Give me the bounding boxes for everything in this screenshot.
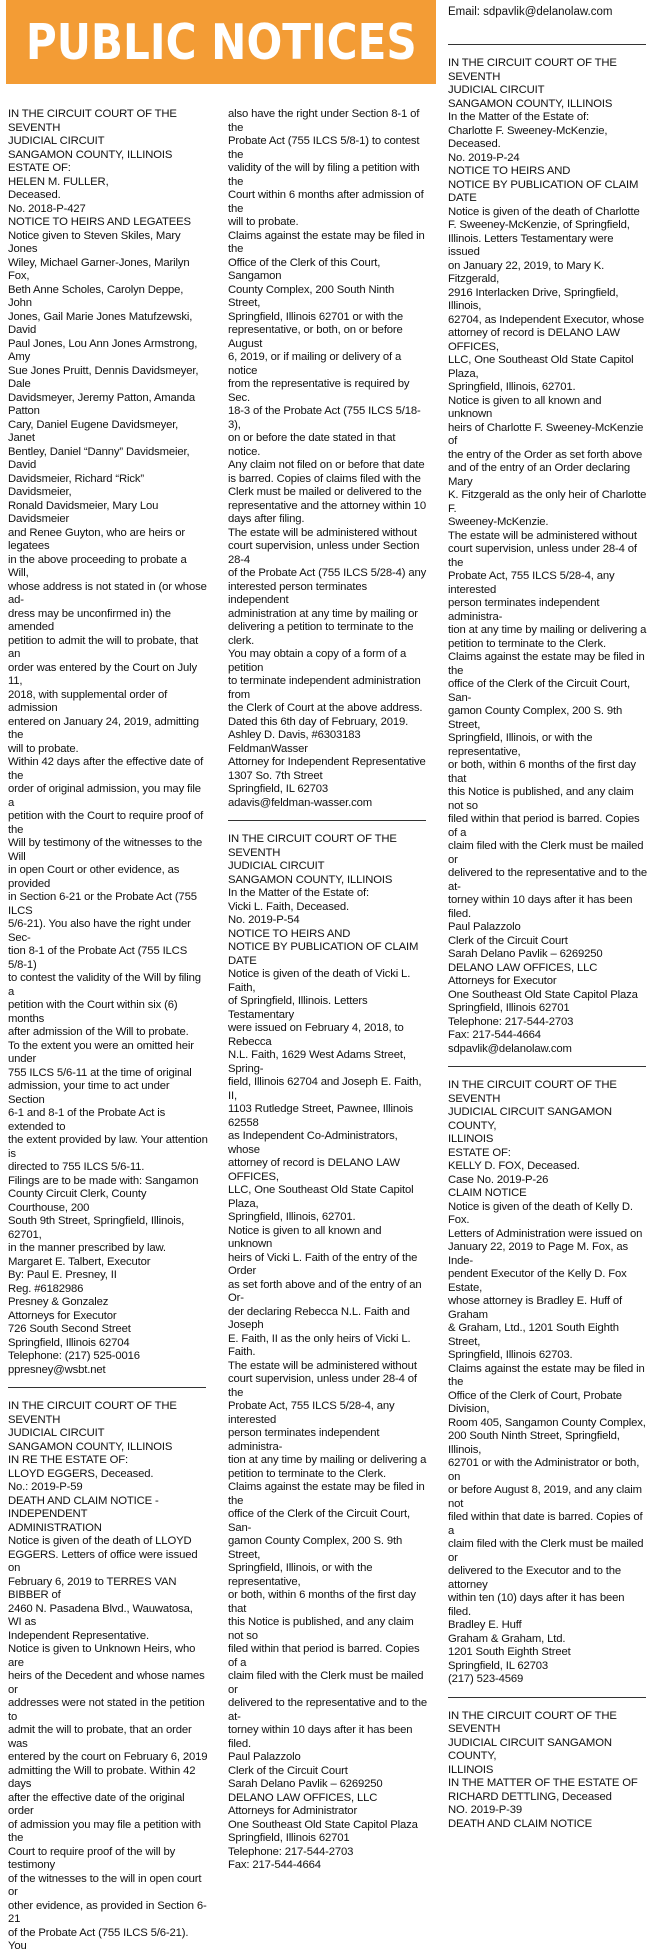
notice-line: order was entered by the Court on July 11, [8,661,197,687]
notice-line: January 22, 2019 to Page M. Fox, as Inde- [448,1241,629,1267]
notice-line: & Graham, Ltd., 1201 South Eighth Street, [448,1322,619,1348]
notice-line: torney within 10 days after it has been filed. [228,1724,413,1750]
notice-line: in the manner prescribed by law. [8,1242,166,1254]
notice-line: F. Sweeney-McKenzie, of Springfield, [448,219,630,231]
notice-line: Springfield, Illinois, or with the representative, [228,1562,373,1588]
notice-line: LLC, One Southeast Old State Capitol Plaza, [228,1184,414,1210]
notice-line: (217) 523-4569 [448,1673,524,1685]
notice-line: court supervision, unless under 28-4 of the [228,1373,417,1399]
notice-line: Attorneys for Administrator [228,1805,358,1817]
notice-line: torney within 10 days after it has been filed. [448,894,633,920]
notice-line: petition to terminate to the Clerk. [448,637,607,650]
legal-notice [448,1079,648,1687]
notice-line: Case No. 2019-P-26 [448,1173,549,1186]
notice-line: tion at any time by mailing or delivering a [448,624,647,636]
notice-line: adavis@feldman-wasser.com [228,796,372,809]
notice-line: E. Faith, II as the only heirs of Vicki L. Faith. [228,1332,411,1358]
notice-line: NOTICE TO HEIRS AND LEGATEES [8,216,191,228]
notice-line: NOTICE BY PUBLICATION OF CLAIM DATE [228,941,419,967]
notice-line: County Circuit Clerk, County Courthouse, 200 [8,1188,147,1214]
top-email: Email: sdpavlik@delanolaw.com [448,6,613,18]
notice-line: JUDICIAL CIRCUIT [8,135,105,147]
notice-line: Springfield, Illinois, or with the representative, [448,732,593,758]
legal-notice [8,108,208,1377]
notice-line: NOTICE TO HEIRS AND [448,165,571,177]
notice-line: Sweeney-McKenzie. [448,516,549,528]
notice-line: EGGERS. Letters of office were issued on [8,1548,198,1574]
notice-line: and of the entry of an Order declaring Mary [448,462,631,488]
notice-line: admit the will to probate, that an order was [8,1724,192,1750]
notice-line: der declaring Rebecca N.L. Faith and Joseph [228,1305,410,1331]
notice-line: filed within that period is barred. Copies of a [448,813,640,839]
notice-line: and Renee Guyton, who are heirs or legatees [8,526,186,552]
notice-line: claim filed with the Clerk must be mailed or [448,1538,644,1564]
notice-line: the Clerk of Court at the above address. [228,702,423,714]
notice-line: 1103 Rutledge Street, Pawnee, Illinois 62558 [228,1103,414,1129]
notice-line: or before August 8, 2019, and any claim not [448,1484,642,1510]
notice-line: tion 8-1 of the Probate Act (755 ILCS 5/8-1) [8,945,188,971]
notice-line: One Southeast Old State Capitol Plaza [228,1818,418,1831]
notice-line: of the Probate Act (755 ILCS 5/28-4) any [228,567,427,579]
notice-line: this Notice is published, and any claim not so [228,1616,414,1642]
notice-line: Beth Anne Scholes, Carolyn Deppe, John [8,283,184,309]
notice-line: Office of the Clerk of Court, Probate Division, [448,1389,622,1415]
notice-line: admitting the Will to probate. Within 42 days [8,1764,196,1790]
notice-line: The estate will be administered without [228,526,417,539]
notice-line: office of the Clerk of the Circuit Court, San- [228,1508,411,1534]
notice-line: No. 2019-P-24 [448,151,520,164]
notice-line: IN THE CIRCUIT COURT OF THE SEVENTH [8,1400,177,1426]
notice-line: the entry of the Order as set forth above [448,448,643,461]
notice-line: ESTATE OF: [448,1146,511,1159]
notice-line: after the effective date of the original order [8,1791,185,1817]
notice-line: Attorneys for Executor [448,975,557,987]
notice-line: SANGAMON COUNTY, ILLINOIS [228,873,393,886]
notice-line: JUDICIAL CIRCUIT [8,1427,105,1439]
notice-line: attorney of record is DELANO LAW OFFICES, [448,327,620,353]
notice-line: ILLINOIS [448,1133,494,1145]
notice-line: DEATH AND CLAIM NOTICE - INDEPENDENT [8,1494,159,1520]
notice-line: representative and the attorney within 10 [228,499,426,512]
notice-line: Springfield, Illinois, 62701. [228,1211,356,1223]
notice-line: in Section 6-21 or the Probate Act (755 ILCS [8,891,197,917]
notice-line: entered by the court on February 6, 2019 [8,1751,208,1763]
notice-line: whose address is not stated in (or whose ad- [8,580,207,606]
notice-line: Office of the Clerk of this Court, Sangamon [228,256,381,282]
notice-line: Claims against the estate may be filed in the [228,229,425,255]
notice-line: N.L. Faith, 1629 West Adams Street, Spring- [228,1049,406,1075]
notice-line: dress may be unconfirmed in) the amended [8,607,171,633]
notice-divider [448,44,646,45]
notice-divider [448,1066,646,1067]
notice-line: Presney & Gonzalez [8,1296,109,1308]
notice-line: 6-1 and 8-1 of the Probate Act is extended to [8,1107,166,1133]
notice-line: You may obtain a copy of a form of a petition [228,648,407,674]
legal-notice [228,833,428,1873]
notice-line: from the representative is required by Sec. [228,378,410,404]
notice-line: will to probate. [228,216,299,228]
notice-line: Will by testimony of the witnesses to the Will [8,837,203,863]
page-title: PUBLIC NOTICES [25,13,417,71]
notice-line: SANGAMON COUNTY, ILLINOIS [448,97,613,110]
notice-line: also have the right under Section 8-1 of the [228,108,420,134]
notice-line: K. Fitzgerald as the only heir of Charlotte F. [448,489,647,515]
notice-line: of the witnesses to the will in open court or [8,1872,202,1898]
notice-line: days after filing. [228,513,305,525]
notice-line: tion at any time by mailing or delivering a [228,1454,427,1466]
notice-line: The estate will be administered without [448,529,637,542]
notice-line: is barred. Copies of claims filed with the [228,472,421,485]
notice-line: Notice is given to Unknown Heirs, who are [8,1643,196,1669]
notice-line: will to probate. [8,742,79,755]
notice-line: in the above proceeding to probate a Will, [8,553,187,579]
notice-line: The estate will be administered without [228,1359,417,1372]
notice-line: Notice is given to all known and unknown [448,394,602,420]
notice-line: LLOYD EGGERS, Deceased. [8,1467,154,1480]
notice-line: Within 42 days after the effective date of the [8,756,204,782]
notice-line: No. 2018-P-427 [8,202,86,215]
notice-line: February 6, 2019 to TERRES VAN BIBBER of [8,1575,177,1601]
notice-line: In the Matter of the Estate of: [228,887,370,899]
notice-divider [228,820,426,821]
notice-line: Wiley, Michael Garner-Jones, Marilyn Fox, [8,256,190,282]
column-1 [8,108,208,1954]
notice-line: claim filed with the Clerk must be mailed or [228,1670,424,1696]
notice-line: heirs of Charlotte F. Sweeney-McKenzie of [448,421,644,447]
notice-line: entered on January 24, 2019, admitting the [8,715,199,741]
legal-notice [448,1710,648,1832]
notice-line: admission, your time to act under Section [8,1080,170,1106]
notice-line: court supervision, unless under 28-4 of the [448,543,637,569]
notice-line: LLC, One Southeast Old State Capitol Plaza, [448,354,634,380]
notice-line: within ten (10) days after it has been filed. [448,1592,625,1618]
notice-line: DELANO LAW OFFICES, LLC [448,961,598,974]
notice-line: whose attorney is Bradley E. Huff of Graham [448,1295,622,1321]
notice-line: 726 South Second Street [8,1323,131,1335]
notice-line: County Complex, 200 South Ninth Street, [228,283,395,309]
notice-line: Springfield, IL 62703 [228,783,329,795]
notice-line: JUDICIAL CIRCUIT [228,860,325,872]
notice-divider [8,1387,206,1388]
notice-line: Telephone: 217-544-2703 [448,1015,574,1028]
notice-line: By: Paul E. Presney, II [8,1269,117,1281]
notice-line: NOTICE BY PUBLICATION OF CLAIM DATE [448,178,639,204]
notice-line: IN THE MATTER OF THE ESTATE OF [448,1777,638,1789]
notice-line: Paul Palazzolo [448,921,521,933]
notice-line: Deceased. [8,189,61,201]
notice-line: Claims against the estate may be filed in the [228,1481,425,1507]
notice-line: Attorney for Independent Representative [228,756,426,768]
notice-line: gamon County Complex, 200 S. 9th Street, [228,1535,403,1561]
notice-line: or both, within 6 months of the first day that [448,759,636,785]
notice-line: filed within that date is barred. Copies of a [448,1511,643,1537]
notice-line: Davidsmeyer, Jeremy Patton, Amanda Patton [8,391,196,417]
notice-line: Clerk of the Circuit Court [228,1764,348,1777]
notice-line: office of the Clerk of the Circuit Court, San- [448,678,631,704]
legal-notice [448,57,648,1056]
notice-line: NOTICE TO HEIRS AND [228,927,351,940]
notice-line: Probate Act, 755 ILCS 5/28-4, any interested [228,1400,395,1426]
notice-line: administration at any time by mailing or [228,607,418,620]
notice-line: Cary, Daniel Eugene Davidsmeyer, Janet [8,418,179,444]
notice-line: JUDICIAL CIRCUIT SANGAMON COUNTY, [448,1736,612,1762]
notice-line: South 9th Street, Springfield, Illinois, 62701, [8,1215,185,1241]
notice-line: RICHARD DETTLING, Deceased [448,1790,612,1803]
notice-line: petition to admit the will to probate, that an [8,634,199,660]
notice-line: after admission of the Will to probate. [8,1026,189,1038]
notice-line: Notice is given to all known and unknown [228,1224,382,1250]
notice-line: Davidsmeier, Richard “Rick” Davidsmeier, [8,472,144,498]
notice-line: other evidence, as provided in Section 6-21 [8,1899,207,1925]
notice-line: person terminates independent administra- [448,597,600,623]
notice-line: of admission you may file a petition with the [8,1818,201,1844]
notice-line: of the Probate Act (755 ILCS 5/6-21). You [8,1926,189,1952]
notice-line: court supervision, unless under Section 28-4 [228,540,420,566]
notice-line: To the extent you were an omitted heir under [8,1039,194,1065]
notice-line: 6, 2019, or if mailing or delivery of a notice [228,351,402,377]
notice-line: Letters of Administration were issued on [448,1227,643,1240]
notice-line: IN THE CIRCUIT COURT OF THE SEVENTH [8,108,177,134]
notice-line: order of original admission, you may file a [8,783,201,809]
notice-line: In the Matter of the Estate of: [448,111,590,123]
notice-line: Graham & Graham, Ltd. [448,1632,566,1645]
notice-line: attorney of record is DELANO LAW OFFICES, [228,1157,400,1183]
notice-line: Bentley, Daniel “Danny” Davidsmeier, David [8,445,190,471]
notice-line: Ashley D. Davis, #6303183 [228,729,361,741]
notice-line: ADMINISTRATION [8,1521,102,1534]
notice-line: 2460 N. Pasadena Blvd., Wauwatosa, WI as [8,1602,193,1628]
notice-line: Claims against the estate may be filed in the [448,1362,645,1388]
notice-line: HELEN M. FULLER, [8,175,109,188]
notice-line: DELANO LAW OFFICES, LLC [228,1791,378,1804]
notice-line: gamon County Complex, 200 S. 9th Street, [448,705,623,731]
notice-line: delivered to the representative and to the at- [228,1697,428,1723]
notice-line: 1201 South Eighth Street [448,1646,571,1658]
column-2 [228,108,428,1873]
notice-line: Notice is given of the death of Kelly D. Fox. [448,1200,633,1226]
notice-line: Dated this 6th day of February, 2019. [228,715,409,728]
notice-line: Notice is given of the death of Charlotte [448,205,640,218]
notice-line: or both, within 6 months of the first day that [228,1589,416,1615]
notice-line: Sarah Delano Pavlik – 6269250 [448,948,603,960]
notice-line: Telephone: 217-544-2703 [228,1845,354,1858]
notice-line: Telephone: (217) 525-0016 [8,1350,140,1362]
notice-line: Claims against the estate may be filed in the [448,651,645,677]
notice-line: Margaret E. Talbert, Executor [8,1255,151,1268]
notice-line: directed to 755 ILCS 5/6-11. [8,1161,145,1173]
notice-line: Independent Representative. [8,1629,150,1642]
notice-line: Charlotte F. Sweeney-McKenzie, Deceased. [448,124,608,150]
notice-line: Springfield, Illinois 62701 or with the [228,310,404,323]
notice-line: Paul Jones, Lou Ann Jones Armstrong, Amy [8,337,198,363]
notice-line: to contest the validity of the Will by filing a [8,972,201,998]
notice-line: as set forth above and of the entry of an Or- [228,1278,422,1304]
column-3 [448,44,648,1831]
notice-line: Bradley E. Huff [448,1619,522,1631]
notice-line: IN THE CIRCUIT COURT OF THE SEVENTH [228,833,397,859]
notice-line: Notice is given of the death of LLOYD [8,1535,192,1547]
notice-line: delivered to the representative and to the at- [448,867,648,893]
notice-line: KELLY D. FOX, Deceased. [448,1160,580,1172]
notice-line: 62704, as Independent Executor, whose [448,313,645,326]
notice-line: of Springfield, Illinois. Letters Testamentary [228,995,368,1021]
notice-line: person terminates independent administra- [228,1427,380,1453]
notice-line: Clerk of the Circuit Court [448,934,568,947]
notice-line: interested person terminates independent [228,580,367,606]
notice-line: Sarah Delano Pavlik – 6269250 [228,1778,383,1790]
notice-line: petition to terminate to the Clerk. [228,1467,387,1480]
notice-line: Vicki L. Faith, Deceased. [228,900,349,913]
notice-line: 2916 Interlacken Drive, Springfield, Illinois, [448,286,619,312]
notice-line: filed within that period is barred. Copies of a [228,1643,420,1669]
notice-line: to terminate independent administration from [228,675,421,701]
notice-line: 18-3 of the Probate Act (755 ILCS 5/18-3), [228,405,421,431]
notice-line: NO. 2019-P-39 [448,1804,523,1816]
notice-line: Springfield, Illinois 62701 [448,1002,570,1014]
notice-line: Clerk must be mailed or delivered to the [228,486,422,498]
legal-notice [8,1400,208,1954]
notice-line: 5/6-21). You also have the right under Sec- [8,918,191,944]
notice-line: Room 405, Sangamon County Complex, [448,1416,646,1429]
notice-line: claim filed with the Clerk must be mailed or [448,840,644,866]
notice-line: DEATH AND CLAIM NOTICE [448,1817,592,1830]
notice-line: this Notice is published, and any claim not so [448,786,634,812]
notice-line: ppresney@wsbt.net [8,1363,106,1376]
notice-line: IN THE CIRCUIT COURT OF THE SEVENTH [448,57,617,83]
notice-line: SANGAMON COUNTY, ILLINOIS [8,1440,173,1453]
notice-line: were issued on February 4, 2018, to Rebecca [228,1022,404,1048]
notice-line: Notice is given of the death of Vicki L. Faith, [228,968,411,994]
notice-line: heirs of Vicki L. Faith of the entry of the Order [228,1251,418,1277]
notice-line: Notice given to Steven Skiles, Mary Jones [8,229,181,255]
notice-line: IN RE THE ESTATE OF: [8,1454,129,1466]
notice-line: petition with the Court within six (6) months [8,999,178,1025]
legal-notice [228,108,428,810]
notice-line: validity of the will by filing a petition with the [228,162,420,188]
notice-line: Springfield, Illinois 62701 [228,1832,350,1844]
notice-line: Fax: 217-544-4664 [448,1029,541,1041]
notice-line: on or before the date stated in that notice. [228,432,396,458]
notice-line: No. 2019-P-54 [228,914,300,926]
notice-line: Sue Jones Pruitt, Dennis Davidsmeyer, Dale [8,364,199,390]
notice-line: delivering a petition to terminate to the clerk. [228,621,414,647]
notice-line: Court to require proof of the will by testimony [8,1845,176,1871]
notice-line: Illinois. Letters Testamentary were issued [448,232,614,258]
notice-line: Springfield, IL 62703 [448,1659,549,1672]
notice-line: SANGAMON COUNTY, ILLINOIS [8,148,173,161]
notice-line: FeldmanWasser [228,742,308,755]
notice-line: Court within 6 months after admission of the [228,189,424,215]
notice-line: representative, or both, on or before August [228,324,403,350]
notice-line: 1307 So. 7th Street [228,769,323,782]
notice-line: Springfield, Illinois, 62701. [448,381,576,393]
notice-line: One Southeast Old State Capitol Plaza [448,988,638,1001]
notice-line: heirs of the Decedent and whose names or [8,1670,205,1696]
notice-line: petition with the Court to require proof of the [8,810,204,836]
notice-line: Ronald Davidsmeier, Mary Lou Davidsmeier [8,499,159,525]
notice-line: Springfield, Illinois 62703. [448,1349,573,1361]
notice-line: Reg. #6182986 [8,1282,84,1295]
notice-line: Probate Act (755 ILCS 5/8-1) to contest the [228,135,420,161]
notice-line: as Independent Co-Administrators, whose [228,1130,398,1156]
notice-line: No.: 2019-P-59 [8,1481,83,1493]
notice-line: Fax: 217-544-4664 [228,1859,321,1871]
notice-line: 2018, with supplemental order of admission [8,688,168,714]
notice-line: in open Court or other evidence, as provided [8,864,180,890]
notice-line: IN THE CIRCUIT COURT OF THE SEVENTH [448,1709,617,1735]
notice-line: Filings are to be made with: Sangamon [8,1174,199,1187]
notice-line: 62701 or with the Administrator or both, on [448,1457,640,1483]
notice-line: addresses were not stated in the petition to [8,1697,205,1723]
page-banner [6,0,436,84]
notice-line: JUDICIAL CIRCUIT SANGAMON COUNTY, [448,1106,612,1132]
notice-line: CLAIM NOTICE [448,1187,527,1199]
notice-line: Attorneys for Executor [8,1309,117,1322]
notice-divider [448,1697,646,1698]
notice-line: Paul Palazzolo [228,1751,301,1763]
notice-line: ILLINOIS [448,1763,494,1776]
notice-line: delivered to the Executor and to the attorney [448,1565,621,1591]
notice-line: JUDICIAL CIRCUIT [448,84,545,96]
notice-line: Springfield, Illinois 62704 [8,1336,130,1349]
notice-line: ESTATE OF: [8,162,71,174]
notice-line: pendent Executor of the Kelly D. Fox Estate, [448,1268,627,1294]
notice-line: IN THE CIRCUIT COURT OF THE SEVENTH [448,1079,617,1105]
notice-line: 200 South Ninth Street, Springfield, Illinois, [448,1430,620,1456]
notice-line: sdpavlik@delanolaw.com [448,1042,572,1055]
notice-line: Any claim not filed on or before that date [228,459,425,471]
notice-line: on January 22, 2019, to Mary K. Fitzgerald, [448,259,605,285]
notice-line: 755 ILCS 5/6-11 at the time of original [8,1066,192,1079]
notice-line: the extent provided by law. Your attention is [8,1134,208,1160]
notice-line: Jones, Gail Marie Jones Matufzewski, David [8,310,193,336]
notice-line: field, Illinois 62704 and Joseph E. Faith, II, [228,1076,422,1102]
notice-line: Probate Act, 755 ILCS 5/28-4, any interested [448,570,615,596]
